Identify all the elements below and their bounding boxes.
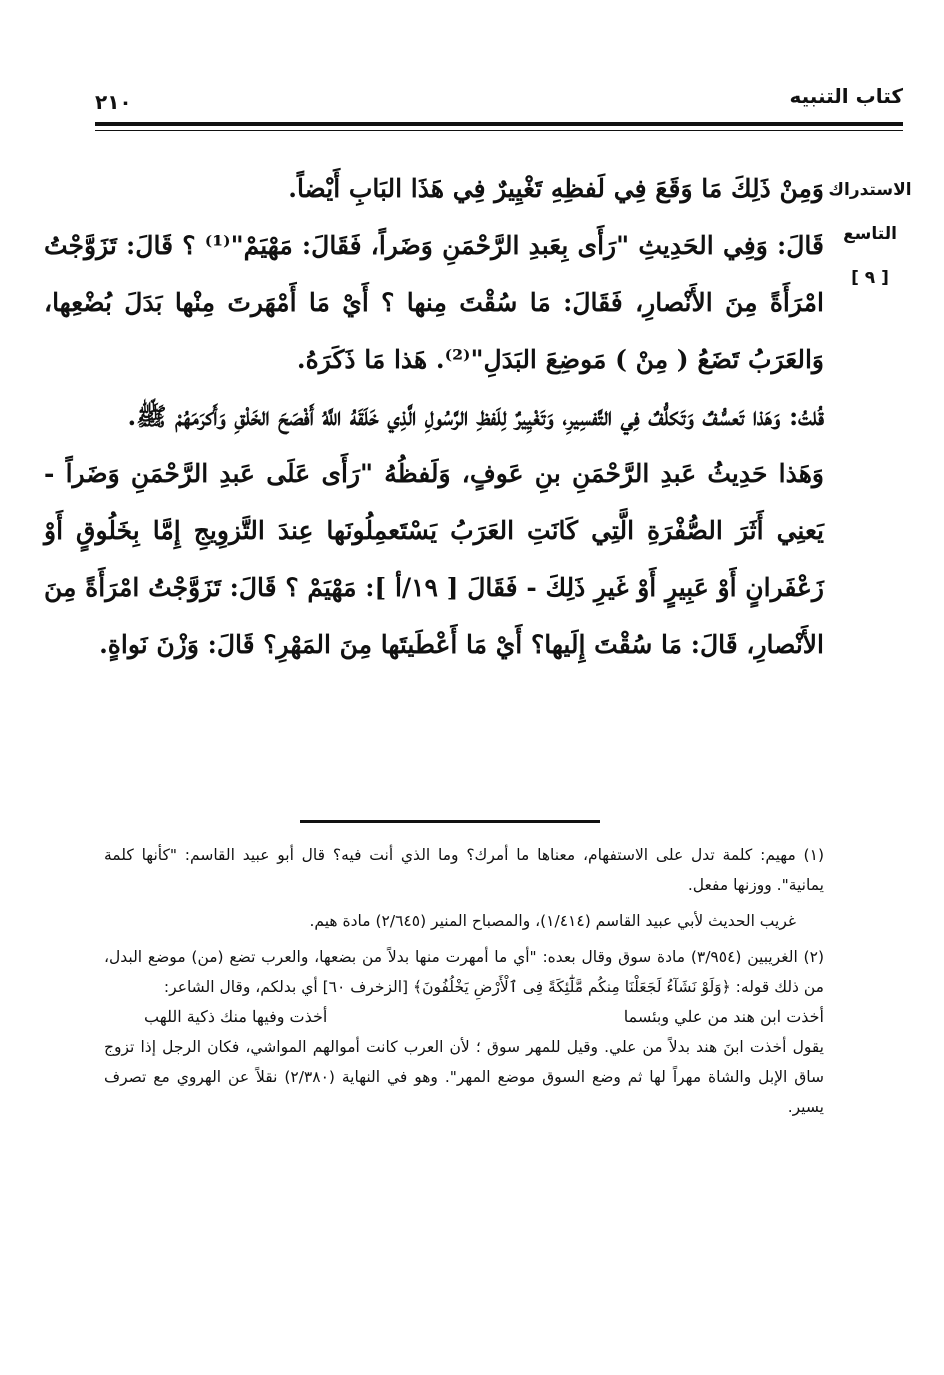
footnote-1-source: غريب الحديث لأبي عبيد القاسم (١/٤١٤)، والمصباح المنير (٢/٦٤٥) مادة هيم. xyxy=(309,912,796,930)
footnote-1: (١) مهيم: كلمة تدل على الاستفهام، معناها ما أمرك؟ وما الذي أنت فيه؟ قال أبو عبيد القاسم: "كأنها كلمة يمانية". ووزنها مفعل. xyxy=(104,846,824,894)
verse-first-hemistich: أخذت ابن هند من علي وبئسما xyxy=(623,1007,824,1026)
footnote-separator xyxy=(300,820,600,823)
book-title: كتاب التنبيه xyxy=(789,84,903,108)
footnotes xyxy=(104,840,824,1122)
page-number: ٢١٠ xyxy=(95,90,132,114)
header-rule-thin xyxy=(95,130,903,131)
margin-note-line: التاسع xyxy=(843,224,897,244)
margin-note xyxy=(826,168,914,300)
poetry-verse xyxy=(104,1002,824,1032)
header-rule-thick xyxy=(95,122,903,126)
main-paragraph: قُلتُ: وَهَذا تَعسُّفٌ وَتَكلُّفٌ فِي التَّفسِيرِ، وَتَغْيِيرٌ لِلَفظِ الرَّسُولِ الَّذِي خَلَقَهُ اللَّهُ أَفْصَحَ الخَلْقِ وَأَكرَمَهُمْ ﷺ. xyxy=(127,402,824,431)
main-paragraph: قَالَ: وَفِي الحَدِيثِ "رَأَى بِعَبدِ الرَّحْمَنِ وَضَراً، فَقَالَ: مَهْيَمْ"⁽¹⁾ ؟ قَالَ: تَزَوَّجْتُ امْرَأَةً مِنَ الأَنْصارِ، فَقَالَ: مَا سُقْتَ مِنها ؟ أَيْ مَا أَمْهَرتَ مِنْها بَدَلَ بُضْعِها، وَالعَرَبُ تَضَعُ ( مِنْ ) مَوضِعَ البَدَلِ"⁽²⁾. هَذا مَا ذَكَرَهُ. xyxy=(44,231,824,374)
verse-second-hemistich: أخذت وفيها منك ذكية اللهب xyxy=(144,1007,328,1026)
margin-note-number: [ ٩ ] xyxy=(851,268,889,288)
page-header xyxy=(95,70,903,120)
main-paragraph: وَهَذا حَدِيثُ عَبدِ الرَّحْمَنِ بنِ عَوفٍ، وَلَفظُهُ "رَأَى عَلَى عَبدِ الرَّحْمَنِ وَضَراً - يَعنِي أَثَرَ الصُّفْرَةِ الَّتِي كَانَتِ العَرَبُ يَسْتَعمِلُونَها عِندَ التَّزوِيجِ إِمَّا بِخَلُوقٍ أَوْ زَعْفَرانٍ أَوْ عَبِيرٍ أَوْ غَيرِ ذَلِكَ - فَقَالَ [ ١٩/أ ]: مَهْيَمْ ؟ قَالَ: تَزَوَّجْتُ امْرَأَةً مِنَ الأَنْصارِ، قَالَ: مَا سُقْتَ إِلَيها؟ أَيْ مَا أَعْطَيتَها مِنَ المَهْرِ؟ قَالَ: وَزْنَ نَواةٍ. xyxy=(44,459,824,659)
main-text xyxy=(44,160,824,673)
footnote-2-continued: يقول أخذت ابنَ هند بدلاً من علي. وقيل للمهر سوق ؛ لأن العرب كانت أموالهم المواشي، فكان الرجل إذا تزوج ساق الإبل والشاة مهراً لها ثم وضع السوق موضع المهر". وهو في النهاية (٢/٣٨٠) نقلاً عن الهروي مع تصرف يسير. xyxy=(104,1038,825,1116)
margin-note-line: الاستدراك xyxy=(828,180,912,200)
main-paragraph: وَمِنْ ذَلِكَ مَا وَقَعَ فِي لَفظِهِ تَغْيِيرٌ فِي هَذَا البَابِ أَيْضاً. xyxy=(288,174,824,203)
footnote-2: (٢) الغريبين (٣/٩٥٤) مادة سوق وقال بعده: "أي ما أمهرت منها بدلاً من بضعها، والعرب تضع (من) موضع البدل، من ذلك قوله: ﴿وَلَوْ نَشَآءُ لَجَعَلْنَا مِنكُم مَّلَٰٓئِكَةً فِى ٱلْأَرْضِ يَخْلُفُونَ﴾ [الزخرف ٦٠] أي بدلكم، وقال الشاعر: xyxy=(104,948,824,996)
